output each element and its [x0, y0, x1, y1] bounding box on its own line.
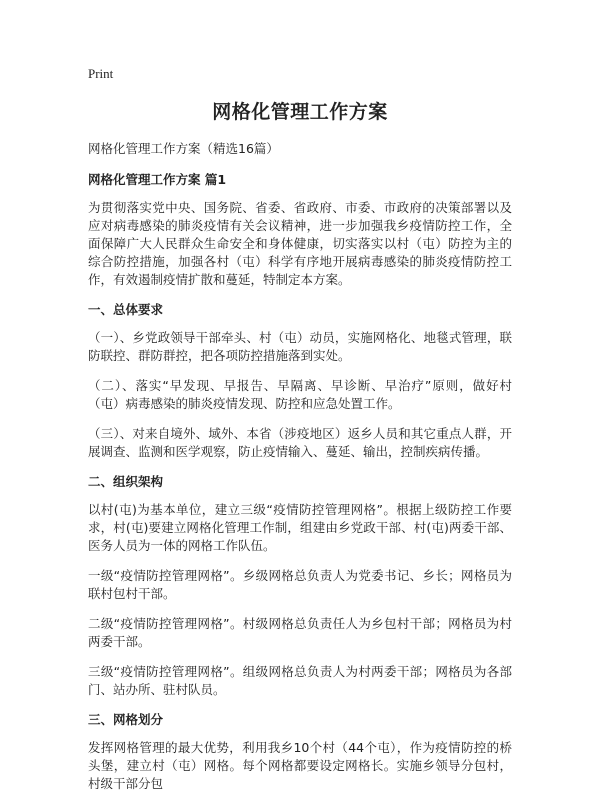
paragraph: 三级“疫情防控管理网格”。组级网格总负责人为村两委干部；网格员为各部门、站办所、驻村队员。: [88, 664, 512, 697]
document-subtitle: 网格化管理工作方案（精选16篇）: [88, 141, 279, 156]
paragraph: （三）、对来自境外、域外、本省（涉疫地区）返乡人员和其它重点人群，开展调查、监测和医学观察，防止疫情输入、蔓延、输出，控制疾病传播。: [88, 426, 512, 459]
paragraph: 一级“疫情防控管理网格”。乡级网格总负责人为党委书记、乡长；网格员为联村包村干部。: [88, 568, 512, 601]
intro-paragraph: 为贯彻落实党中央、国务院、省委、省政府、市委、市政府的决策部署以及应对病毒感染的肺炎疫情有关会议精神，进一步加强我乡疫情防控工作，全面保障广大人民群众生命安全和身体健康，切实落实以村（屯）防控为主的综合防控措施，加强各村（屯）科学有序地开展病毒感染的肺炎疫情防控工作，有效遏制疫情扩散和蔓延，特制定本方案。: [88, 200, 512, 287]
section-heading-general-requirements: 一、总体要求: [88, 302, 164, 317]
paragraph: （一）、乡党政领导干部牵头、村（屯）动员，实施网格化、地毯式管理，联防联控、群防群控，把各项防控措施落到实处。: [88, 330, 512, 363]
paragraph: 二级“疫情防控管理网格”。村级网格总负责任人为乡包村干部；网格员为村两委干部。: [88, 616, 512, 649]
paragraph: （二）、落实“早发现、早报告、早隔离、早诊断、早治疗”原则，做好村（屯）病毒感染的肺炎疫情发现、防控和应急处置工作。: [88, 378, 512, 411]
print-link[interactable]: Print: [88, 66, 114, 81]
paragraph: 以村(屯)为基本单位，建立三级“疫情防控管理网格”。根据上级防控工作要求，村(屯)要建立网格化管理工作制，组建由乡党政干部、村(屯)两委干部、医务人员为一体的网格工作队伍。: [88, 502, 512, 553]
section-heading-grid-division: 三、网格划分: [88, 712, 164, 727]
article-heading: 网格化管理工作方案 篇1: [88, 172, 227, 187]
page-title: 网格化管理工作方案: [212, 101, 388, 123]
section-heading-organization: 二、组织架构: [88, 474, 164, 489]
paragraph: 发挥网格管理的最大优势，利用我乡10个村（44个屯），作为疫情防控的桥头堡，建立村（屯）网格。每个网格都要设定网格长。实施乡领导分包村，村级干部分包: [88, 740, 512, 791]
